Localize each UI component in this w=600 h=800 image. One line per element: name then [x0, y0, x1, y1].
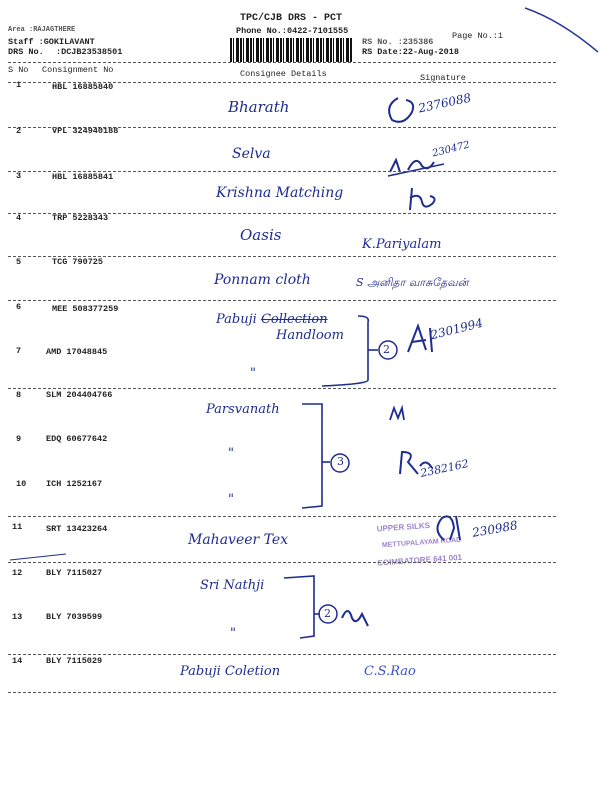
signature-note: 230472 [431, 139, 471, 160]
consignee-name: Selva [232, 146, 271, 162]
col-consignment: Consignment No [42, 65, 114, 75]
consignment-number: BLY 7115029 [46, 656, 103, 666]
phone-number: Phone No.:0422-7101555 [236, 26, 349, 36]
pen-stroke [520, 0, 600, 70]
signature [404, 322, 444, 356]
group-count: 3 [337, 455, 344, 468]
signature-note: S அனிதா வாசுதேவன் [356, 276, 469, 289]
row-number: 13 [12, 612, 23, 622]
rs-date: RS Date:22-Aug-2018 [362, 47, 459, 57]
signature-note: 2301994 [429, 315, 485, 343]
consignment-number: ICH 1252167 [46, 479, 103, 489]
signature-note: K.Pariyalam [362, 237, 442, 252]
consignee-name: " [228, 492, 234, 507]
consignee-name: Pabuji Coletion [180, 664, 281, 679]
consignment-number: TRP 5228343 [52, 213, 109, 223]
consignment-number: AMD 17048845 [46, 347, 108, 357]
row-number: 1 [16, 80, 22, 90]
consignment-number: HBL 16885840 [52, 82, 114, 92]
consignment-number: MEE 508377259 [52, 304, 119, 314]
barcode [230, 38, 352, 62]
signature [382, 92, 432, 128]
signature-note: 2376088 [417, 90, 473, 116]
row-number: 3 [16, 171, 22, 181]
consignee-name: " [228, 446, 234, 461]
consignee-name: Krishna Matching [216, 185, 344, 201]
consignment-number: HBL 16885841 [52, 172, 114, 182]
row-number: 6 [16, 302, 22, 312]
row-number: 5 [16, 257, 22, 267]
consignee-name-struck: Pabuji Collection [216, 312, 328, 327]
rs-number: RS No. :235386 [362, 37, 434, 47]
row-divider [8, 388, 556, 389]
row-number: 9 [16, 434, 22, 444]
consignment-number: SLM 204404766 [46, 390, 113, 400]
row-number: 8 [16, 390, 22, 400]
header-divider [8, 62, 556, 63]
consignee-name: Oasis [240, 226, 282, 244]
page-title: TPC/CJB DRS - PCT [240, 13, 343, 24]
stamp-line: METTUPALAYAM ROAD [381, 536, 462, 550]
signature [388, 150, 448, 180]
row-number: 10 [16, 479, 27, 489]
consignment-number: TCG 790725 [52, 257, 104, 267]
consignee-name: " [230, 626, 236, 641]
signature [396, 448, 436, 478]
consignment-number: VPL 324940188 [52, 126, 119, 136]
col-sno: S No [8, 65, 29, 75]
row-number: 4 [16, 213, 22, 223]
signature [404, 184, 444, 216]
consignee-name: Mahaveer Tex [188, 532, 289, 548]
area-label: Area :RAJAGTHERE [8, 26, 76, 34]
consignee-handloom: Handloom [276, 328, 344, 343]
row-number: 7 [16, 346, 22, 356]
row-divider [8, 300, 556, 301]
consignee-name: Ponnam cloth [214, 272, 311, 288]
signature [388, 404, 408, 424]
row-number: 2 [16, 126, 22, 136]
signature [430, 510, 470, 546]
signature-note: 2382162 [419, 457, 470, 480]
col-signature: Signature [420, 73, 466, 83]
row-divider [8, 692, 556, 693]
stamp-line: UPPER SILKS [376, 520, 431, 534]
staff-label: Staff :GOKILAVANT [8, 37, 95, 47]
consignment-number: BLY 7115027 [46, 568, 103, 578]
signature-note: 230988 [471, 518, 519, 540]
drs-no-label: DRS No. [8, 47, 44, 57]
consignment-number: BLY 7039599 [46, 612, 103, 622]
group-count: 2 [383, 343, 390, 356]
row-number: 11 [12, 522, 23, 532]
page-number: Page No.:1 [452, 31, 504, 41]
row-divider [8, 562, 556, 563]
consignee-name: Sri Nathji [200, 578, 265, 593]
row-number: 12 [12, 568, 23, 578]
row-divider [8, 654, 556, 655]
consignee-name: " [250, 366, 256, 381]
drs-no-value: :DCJB23538501 [56, 47, 123, 57]
row-number: 14 [12, 656, 23, 666]
consignee-name: Parsvanath [206, 402, 280, 417]
stamp-line: COIMBATORE 641 001 [376, 552, 463, 568]
group-count: 2 [324, 607, 331, 620]
consignee-name: Bharath [228, 98, 290, 116]
consignment-number: SRT 13423264 [46, 524, 108, 534]
consignment-number: EDQ 60677642 [46, 434, 108, 444]
col-consignee: Consignee Details [240, 69, 327, 79]
signature-note: C.S.Rao [364, 664, 416, 679]
